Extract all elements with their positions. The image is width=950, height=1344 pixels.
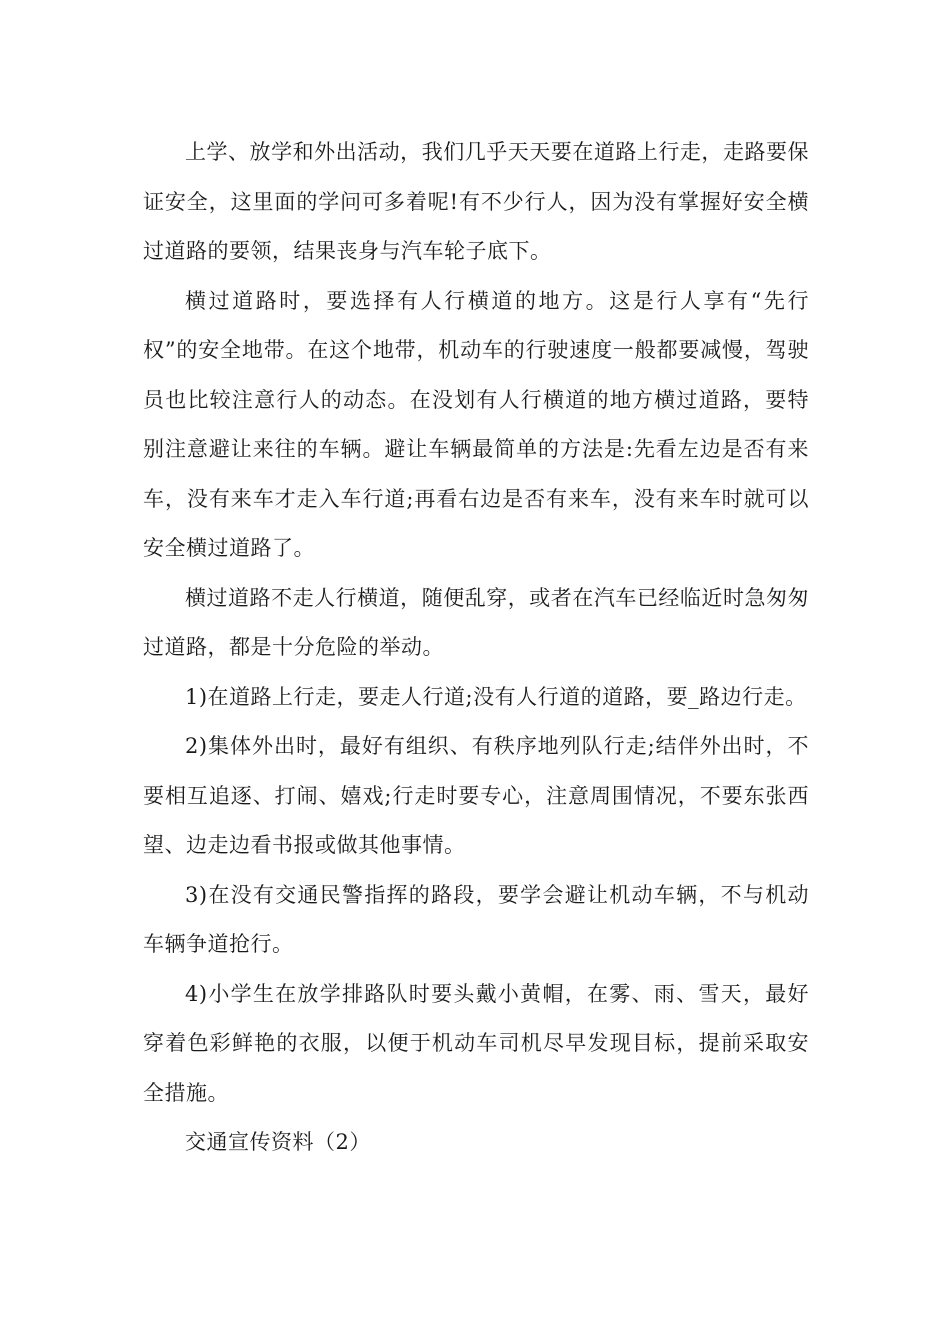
list-item-2: 2)集体外出时，最好有组织、有秩序地列队行走;结伴外出时，不要相互追逐、打闹、嬉戏;行走时要专心，注意周围情况，不要东张西望、边走边看书报或做其他事情。 <box>143 734 809 857</box>
document-body <box>143 128 809 1168</box>
list-item-4: 4)小学生在放学排路队时要头戴小黄帽，在雾、雨、雪天，最好穿着色彩鲜艳的衣服，以便于机动车司机尽早发现目标，提前采取安全措施。 <box>143 981 809 1105</box>
paragraph-danger: 横过道路不走人行横道，随便乱穿，或者在汽车已经临近时急匆匆过道路，都是十分危险的举动。 <box>143 585 809 659</box>
section-heading: 交通宣传资料（2） <box>185 1130 371 1154</box>
list-item-1: 1)在道路上行走，要走人行道;没有人行道的道路，要_路边行走。 <box>185 684 807 709</box>
list-item-3: 3)在没有交通民警指挥的路段，要学会避让机动车辆，不与机动车辆争道抢行。 <box>143 882 809 956</box>
paragraph-crossing-road: 横过道路时，要选择有人行横道的地方。这是行人享有“先行权”的安全地带。在这个地带，机动车的行驶速度一般都要减慢，驾驶员也比较注意行人的动态。在没划有人行横道的地方横过道路，要特别注意避让来往的车辆。避让车辆最简单的方法是:先看左边是否有来车，没有来车才走入车行道;再看右边是否有来车，没有来车时就可以安全横过道路了。 <box>143 288 809 560</box>
paragraph-school-walking: 上学、放学和外出活动，我们几乎天天要在道路上行走，走路要保证安全，这里面的学问可多着呢!有不少行人，因为没有掌握好安全横过道路的要领，结果丧身与汽车轮子底下。 <box>143 140 809 263</box>
